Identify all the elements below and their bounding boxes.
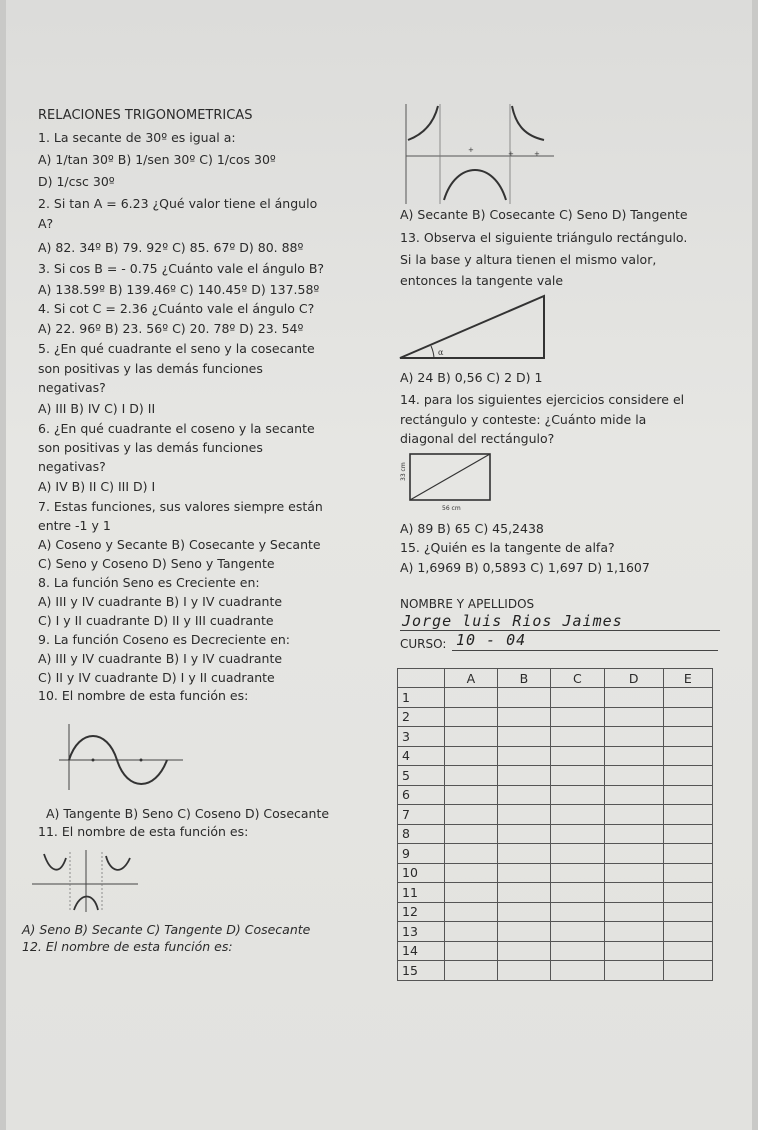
answer-cell[interactable] bbox=[497, 922, 550, 942]
table-row bbox=[398, 785, 713, 805]
question-5-cont: son positivas y las demás funciones bbox=[38, 361, 263, 376]
answer-cell[interactable] bbox=[550, 805, 604, 825]
answer-cell[interactable] bbox=[550, 863, 604, 883]
row-number: 13 bbox=[398, 922, 445, 942]
table-row bbox=[398, 902, 713, 922]
answer-cell[interactable] bbox=[550, 746, 604, 766]
answer-cell[interactable] bbox=[497, 824, 550, 844]
row-number: 2 bbox=[398, 707, 445, 727]
answer-cell[interactable] bbox=[663, 941, 712, 961]
answer-cell[interactable] bbox=[604, 961, 663, 981]
question-6-cont2: negativas? bbox=[38, 459, 106, 474]
column-header: A bbox=[445, 669, 498, 688]
question-4-options: A) 22. 96º B) 23. 56º C) 20. 78º D) 23. 54º bbox=[38, 321, 304, 336]
question-6: 6. ¿En qué cuadrante el coseno y la secante bbox=[38, 421, 315, 436]
answer-cell[interactable] bbox=[663, 961, 712, 981]
answer-cell[interactable] bbox=[445, 902, 498, 922]
answer-cell[interactable] bbox=[550, 707, 604, 727]
answer-cell[interactable] bbox=[604, 941, 663, 961]
answer-cell[interactable] bbox=[445, 805, 498, 825]
answer-cell[interactable] bbox=[663, 707, 712, 727]
question-5-cont2: negativas? bbox=[38, 380, 106, 395]
course-label: CURSO: bbox=[400, 637, 447, 651]
answer-cell[interactable] bbox=[497, 863, 550, 883]
question-11-options: A) Seno B) Secante C) Tangente D) Cosecante bbox=[22, 922, 311, 937]
table-row bbox=[398, 805, 713, 825]
question-5: 5. ¿En qué cuadrante el seno y la cosecante bbox=[38, 341, 315, 356]
name-label: NOMBRE Y APELLIDOS bbox=[400, 597, 535, 611]
question-2-cont: A? bbox=[38, 216, 54, 231]
row-number: 14 bbox=[398, 941, 445, 961]
question-1-options: A) 1/tan 30º B) 1/sen 30º C) 1/cos 30º bbox=[38, 152, 276, 167]
rect-side-label: 33 cm bbox=[400, 462, 407, 481]
question-8-options-cd: C) I y II cuadrante D) II y III cuadrante bbox=[38, 613, 274, 628]
question-3-options: A) 138.59º B) 139.46º C) 140.45º D) 137.58º bbox=[38, 282, 320, 297]
answer-cell[interactable] bbox=[604, 863, 663, 883]
question-6-cont: son positivas y las demás funciones bbox=[38, 440, 263, 455]
answer-cell[interactable] bbox=[445, 883, 498, 903]
answer-cell[interactable] bbox=[663, 688, 712, 708]
question-13-options: A) 24 B) 0,56 C) 2 D) 1 bbox=[400, 370, 543, 385]
rect-base-label: 56 cm bbox=[442, 505, 461, 512]
answer-cell[interactable] bbox=[604, 805, 663, 825]
answer-cell[interactable] bbox=[550, 922, 604, 942]
answer-cell[interactable] bbox=[604, 844, 663, 864]
answer-cell[interactable] bbox=[445, 922, 498, 942]
answer-cell[interactable] bbox=[663, 824, 712, 844]
answer-cell[interactable] bbox=[445, 863, 498, 883]
answer-cell[interactable] bbox=[445, 961, 498, 981]
answer-cell[interactable] bbox=[497, 688, 550, 708]
triangle-angle-label: α bbox=[438, 348, 444, 357]
answer-cell[interactable] bbox=[445, 746, 498, 766]
answer-cell[interactable] bbox=[445, 707, 498, 727]
name-underline bbox=[400, 630, 720, 631]
question-7: 7. Estas funciones, sus valores siempre están bbox=[38, 499, 323, 514]
answer-cell[interactable] bbox=[604, 766, 663, 786]
right-triangle bbox=[398, 294, 548, 360]
svg-text:+: + bbox=[508, 150, 514, 158]
question-10: 10. El nombre de esta función es: bbox=[38, 688, 249, 703]
question-11: 11. El nombre de esta función es: bbox=[38, 824, 249, 839]
answer-cell[interactable] bbox=[550, 785, 604, 805]
question-9: 9. La función Coseno es Decreciente en: bbox=[38, 632, 291, 647]
answer-cell[interactable] bbox=[663, 863, 712, 883]
answer-cell[interactable] bbox=[550, 727, 604, 747]
question-2-options: A) 82. 34º B) 79. 92º C) 85. 67º D) 80. 88º bbox=[38, 240, 304, 255]
answer-cell[interactable] bbox=[663, 766, 712, 786]
question-7-options-ab: A) Coseno y Secante B) Cosecante y Secante bbox=[38, 537, 321, 552]
table-row bbox=[398, 883, 713, 903]
answer-cell[interactable] bbox=[497, 961, 550, 981]
row-number: 9 bbox=[398, 844, 445, 864]
answer-table-header bbox=[398, 669, 713, 688]
column-header: E bbox=[663, 669, 712, 688]
answer-cell[interactable] bbox=[663, 883, 712, 903]
answer-cell[interactable] bbox=[497, 844, 550, 864]
answer-cell[interactable] bbox=[497, 941, 550, 961]
svg-text:+: + bbox=[468, 146, 474, 154]
table-row bbox=[398, 863, 713, 883]
answer-cell[interactable] bbox=[604, 785, 663, 805]
row-number: 3 bbox=[398, 727, 445, 747]
column-header: D bbox=[604, 669, 663, 688]
question-15-options: A) 1,6969 B) 0,5893 C) 1,697 D) 1,1607 bbox=[400, 560, 650, 575]
answer-cell[interactable] bbox=[604, 883, 663, 903]
question-2: 2. Si tan A = 6.23 ¿Qué valor tiene el ángulo bbox=[38, 196, 318, 211]
question-1-options-d: D) 1/csc 30º bbox=[38, 174, 115, 189]
answer-cell[interactable] bbox=[445, 727, 498, 747]
question-10-options: A) Tangente B) Seno C) Coseno D) Cosecante bbox=[46, 806, 330, 821]
answer-cell[interactable] bbox=[550, 766, 604, 786]
answer-cell[interactable] bbox=[445, 941, 498, 961]
question-8-options-ab: A) III y IV cuadrante B) I y IV cuadrante bbox=[38, 594, 283, 609]
table-row bbox=[398, 844, 713, 864]
answer-table-corner bbox=[398, 669, 445, 688]
question-6-options: A) IV B) II C) III D) I bbox=[38, 479, 156, 494]
question-12-options: A) Secante B) Cosecante C) Seno D) Tangente bbox=[400, 207, 688, 222]
answer-cell[interactable] bbox=[445, 824, 498, 844]
question-13: 13. Observa el siguiente triángulo rectángulo. bbox=[400, 230, 688, 245]
table-row bbox=[398, 961, 713, 981]
row-number: 4 bbox=[398, 746, 445, 766]
question-14-cont2: diagonal del rectángulo? bbox=[400, 431, 555, 446]
svg-text:+: + bbox=[534, 150, 540, 158]
page-title: RELACIONES TRIGONOMETRICAS bbox=[38, 108, 253, 123]
table-row bbox=[398, 707, 713, 727]
rectangle-diagonal bbox=[400, 448, 496, 514]
answer-cell[interactable] bbox=[445, 844, 498, 864]
answer-cell[interactable] bbox=[445, 785, 498, 805]
question-3: 3. Si cos B = - 0.75 ¿Cuánto vale el ángulo B? bbox=[38, 261, 325, 276]
secant-graph bbox=[30, 848, 140, 914]
answer-cell[interactable] bbox=[663, 922, 712, 942]
answer-table-body bbox=[398, 688, 713, 981]
answer-table bbox=[397, 668, 713, 981]
table-row bbox=[398, 922, 713, 942]
row-number: 5 bbox=[398, 766, 445, 786]
question-13-cont2: entonces la tangente vale bbox=[400, 273, 564, 288]
table-row bbox=[398, 688, 713, 708]
answer-cell[interactable] bbox=[445, 766, 498, 786]
course-value[interactable]: 10 - 04 bbox=[456, 631, 527, 649]
table-row bbox=[398, 824, 713, 844]
table-row bbox=[398, 746, 713, 766]
answer-cell[interactable] bbox=[497, 785, 550, 805]
answer-cell[interactable] bbox=[497, 746, 550, 766]
answer-cell[interactable] bbox=[550, 902, 604, 922]
answer-cell[interactable] bbox=[604, 824, 663, 844]
table-row bbox=[398, 941, 713, 961]
question-7-cont: entre -1 y 1 bbox=[38, 518, 111, 533]
answer-cell[interactable] bbox=[497, 902, 550, 922]
course-underline bbox=[452, 650, 718, 651]
answer-cell[interactable] bbox=[497, 766, 550, 786]
answer-cell[interactable] bbox=[497, 805, 550, 825]
answer-cell[interactable] bbox=[497, 727, 550, 747]
column-header: C bbox=[550, 669, 604, 688]
answer-cell[interactable] bbox=[445, 688, 498, 708]
row-number: 11 bbox=[398, 883, 445, 903]
answer-cell[interactable] bbox=[663, 844, 712, 864]
question-7-options-cd: C) Seno y Coseno D) Seno y Tangente bbox=[38, 556, 275, 571]
answer-cell[interactable] bbox=[497, 883, 550, 903]
question-13-cont: Si la base y altura tienen el mismo valor, bbox=[400, 252, 657, 267]
question-5-options: A) III B) IV C) I D) II bbox=[38, 401, 156, 416]
answer-cell[interactable] bbox=[663, 746, 712, 766]
question-14-options: A) 89 B) 65 C) 45,2438 bbox=[400, 521, 544, 536]
question-1: 1. La secante de 30º es igual a: bbox=[38, 130, 236, 145]
answer-cell[interactable] bbox=[550, 844, 604, 864]
row-number: 6 bbox=[398, 785, 445, 805]
answer-cell[interactable] bbox=[604, 922, 663, 942]
table-row bbox=[398, 727, 713, 747]
row-number: 1 bbox=[398, 688, 445, 708]
answer-cell[interactable] bbox=[663, 805, 712, 825]
question-9-options-ab: A) III y IV cuadrante B) I y IV cuadrante bbox=[38, 651, 283, 666]
question-4: 4. Si cot C = 2.36 ¿Cuánto vale el ángulo C? bbox=[38, 301, 315, 316]
answer-cell[interactable] bbox=[604, 688, 663, 708]
row-number: 12 bbox=[398, 902, 445, 922]
question-15: 15. ¿Quién es la tangente de alfa? bbox=[400, 540, 615, 555]
answer-cell[interactable] bbox=[663, 785, 712, 805]
question-12: 12. El nombre de esta función es: bbox=[22, 939, 233, 954]
row-number: 15 bbox=[398, 961, 445, 981]
question-8: 8. La función Seno es Creciente en: bbox=[38, 575, 260, 590]
answer-cell[interactable] bbox=[550, 961, 604, 981]
row-number: 8 bbox=[398, 824, 445, 844]
column-header: B bbox=[497, 669, 550, 688]
question-14-cont: rectángulo y conteste: ¿Cuánto mide la bbox=[400, 412, 647, 427]
secant-graph-q12 bbox=[398, 104, 556, 204]
row-number: 10 bbox=[398, 863, 445, 883]
answer-cell[interactable] bbox=[663, 727, 712, 747]
answer-cell[interactable] bbox=[550, 824, 604, 844]
answer-cell[interactable] bbox=[550, 688, 604, 708]
answer-cell[interactable] bbox=[604, 746, 663, 766]
answer-cell[interactable] bbox=[663, 902, 712, 922]
answer-cell[interactable] bbox=[604, 707, 663, 727]
answer-cell[interactable] bbox=[604, 727, 663, 747]
row-number: 7 bbox=[398, 805, 445, 825]
answer-cell[interactable] bbox=[604, 902, 663, 922]
question-14: 14. para los siguientes ejercicios considere el bbox=[400, 392, 685, 407]
answer-cell[interactable] bbox=[497, 707, 550, 727]
answer-cell[interactable] bbox=[550, 941, 604, 961]
answer-cell[interactable] bbox=[550, 883, 604, 903]
table-row bbox=[398, 766, 713, 786]
sine-graph bbox=[55, 722, 185, 792]
name-value[interactable]: Jorge luis Rios Jaimes bbox=[402, 612, 623, 630]
question-9-options-cd: C) II y IV cuadrante D) I y II cuadrante bbox=[38, 670, 275, 685]
